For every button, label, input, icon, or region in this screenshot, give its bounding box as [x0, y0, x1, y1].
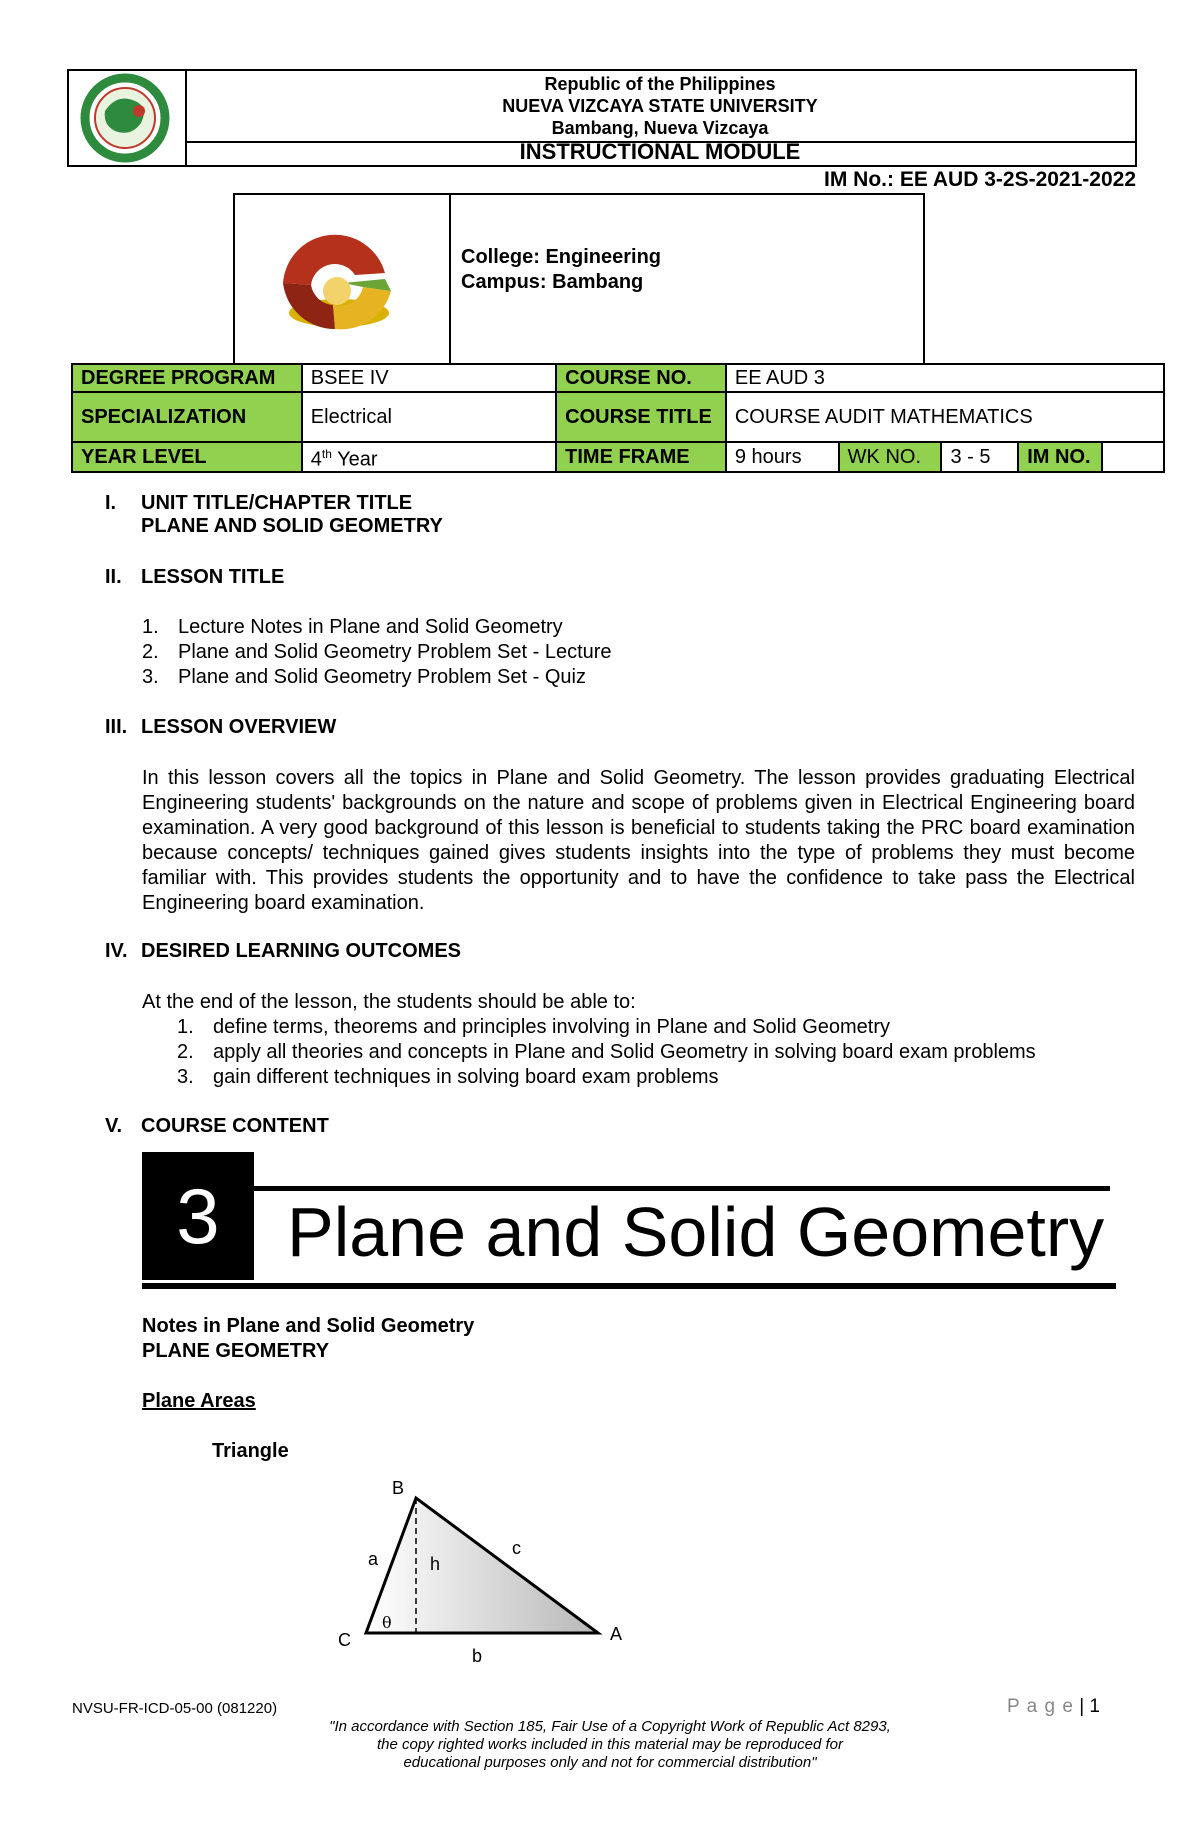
section-learning-outcomes — [105, 940, 461, 963]
triangle-shape — [366, 1498, 598, 1633]
university-address: Bambang, Nueva Vizcaya — [551, 118, 769, 138]
wk-no-label: WK NO. — [839, 442, 942, 472]
outcomes-intro: At the end of the lesson, the students should be able to: — [142, 991, 636, 1013]
im-no-value — [1102, 442, 1164, 472]
section-number: V. — [105, 1115, 123, 1137]
list-item: 1. define terms, theorems and principles involving in Plane and Solid Geometry — [177, 1016, 891, 1038]
list-item: 2. apply all theories and concepts in Plane and Solid Geometry in solving board exam problems — [177, 1041, 1036, 1063]
section-number: III. — [105, 716, 128, 738]
chapter-number-box: 3 — [142, 1152, 254, 1280]
section-title: LESSON TITLE — [141, 566, 285, 588]
page-number: 1 — [1089, 1696, 1100, 1717]
university-seal-icon — [69, 71, 181, 165]
page-number-block — [1007, 1696, 1100, 1718]
chapter-title: Plane and Solid Geometry — [287, 1193, 1105, 1271]
university-name: NUEVA VIZCAYA STATE UNIVERSITY — [502, 96, 818, 116]
module-title: INSTRUCTIONAL MODULE — [519, 139, 801, 164]
degree-program-value: BSEE IV — [302, 364, 556, 392]
side-c-label: c — [512, 1538, 521, 1558]
section-lesson-title — [105, 566, 284, 589]
campus-name: Campus: Bambang — [461, 271, 644, 293]
fair-use-notice: "In accordance with Section 185, Fair Use of a Copyright Work of Republic Act 8293, the copy righted works included in this material may be reproduced for educational purposes only and not for commercial distribution" — [329, 1718, 891, 1771]
section-unit-title — [105, 492, 443, 538]
course-title-value: COURSE AUDIT MATHEMATICS — [726, 392, 1164, 442]
vertex-c-label: C — [338, 1630, 351, 1650]
list-item: 3. gain different techniques in solving board exam problems — [177, 1066, 719, 1088]
list-item: 3. Plane and Solid Geometry Problem Set - Quiz — [142, 666, 586, 688]
college-campus-text — [461, 245, 661, 295]
im-number: IM No.: EE AUD 3-2S-2021-2022 — [824, 168, 1136, 191]
table-row — [72, 442, 1164, 472]
section-title: LESSON OVERVIEW — [141, 716, 337, 738]
section-number: IV. — [105, 940, 128, 962]
year-level-label: YEAR LEVEL — [72, 442, 302, 472]
lesson-list — [142, 615, 612, 690]
course-title-label: COURSE TITLE — [556, 392, 726, 442]
side-a-label: a — [368, 1549, 379, 1569]
vertex-b-label: B — [392, 1480, 405, 1498]
triangle-diagram — [330, 1480, 650, 1665]
triangle-heading: Triangle — [212, 1440, 289, 1462]
form-code: NVSU-FR-ICD-05-00 (081220) — [72, 1700, 278, 1717]
outcomes-list — [177, 1015, 1036, 1090]
section-title: UNIT TITLE/CHAPTER TITLE — [141, 492, 413, 514]
degree-program-label: DEGREE PROGRAM — [72, 364, 302, 392]
course-no-label: COURSE NO. — [556, 364, 726, 392]
year-level-rest: Year — [331, 448, 378, 471]
republic-line: Republic of the Philippines — [544, 74, 776, 94]
university-header — [67, 69, 1137, 167]
table-row — [72, 364, 1164, 392]
section-lesson-overview — [105, 716, 336, 739]
list-item: 1. Lecture Notes in Plane and Solid Geometry — [142, 616, 563, 638]
notes-heading: Notes in Plane and Solid Geometry — [142, 1315, 475, 1337]
side-b-label: b — [472, 1646, 483, 1665]
specialization-label: SPECIALIZATION — [72, 392, 302, 442]
university-title-block — [185, 71, 1135, 143]
section-title: COURSE CONTENT — [141, 1115, 329, 1137]
plane-areas-heading: Plane Areas — [142, 1390, 256, 1412]
vertex-a-label: A — [610, 1624, 623, 1644]
wk-no-value: 3 - 5 — [941, 442, 1018, 472]
year-level-sup: th — [321, 447, 332, 461]
im-no-label: IM NO. — [1018, 442, 1102, 472]
college-logo-cell — [235, 195, 451, 363]
college-box — [233, 193, 925, 363]
chapter-top-rule — [254, 1186, 1110, 1191]
year-level-value — [302, 442, 556, 472]
year-level-num: 4 — [310, 448, 322, 471]
unit-title-value: PLANE AND SOLID GEOMETRY — [141, 515, 443, 537]
course-info-table — [71, 363, 1165, 473]
specialization-value: Electrical — [302, 392, 556, 442]
section-title: DESIRED LEARNING OUTCOMES — [141, 940, 462, 962]
college-name: College: Engineering — [461, 246, 662, 268]
college-logo-icon — [235, 195, 449, 363]
chapter-bottom-rule — [142, 1283, 1116, 1289]
page-label: P a g e — [1007, 1696, 1074, 1717]
overview-paragraph: In this lesson covers all the topics in Plane and Solid Geometry. The lesson provides graduating Electrical Engineering students' backgrounds on the nature and scope of problems given in Electrical Engineering board examination. A very good background of this lesson is beneficial to students taking the PRC board examination because concepts/ techniques gained gives students insights into the type of problems they must become familiar with. This provides students the opportunity and to have the confidence to take pass the Electrical Engineering board examination. — [142, 767, 1135, 914]
section-number: I. — [105, 492, 117, 514]
section-course-content — [105, 1115, 329, 1138]
time-frame-label: TIME FRAME — [556, 442, 726, 472]
section-number: II. — [105, 566, 122, 588]
time-frame-value: 9 hours — [726, 442, 839, 472]
course-no-value: EE AUD 3 — [726, 364, 1164, 392]
height-h-label: h — [430, 1554, 441, 1574]
list-item: 2. Plane and Solid Geometry Problem Set - Lecture — [142, 641, 612, 663]
university-seal-cell — [69, 71, 187, 165]
table-row — [72, 392, 1164, 442]
plane-geometry-heading: PLANE GEOMETRY — [142, 1340, 330, 1362]
angle-theta-label: θ — [382, 1613, 392, 1632]
page-separator: | — [1079, 1696, 1085, 1717]
notes-heading-block — [142, 1314, 474, 1364]
